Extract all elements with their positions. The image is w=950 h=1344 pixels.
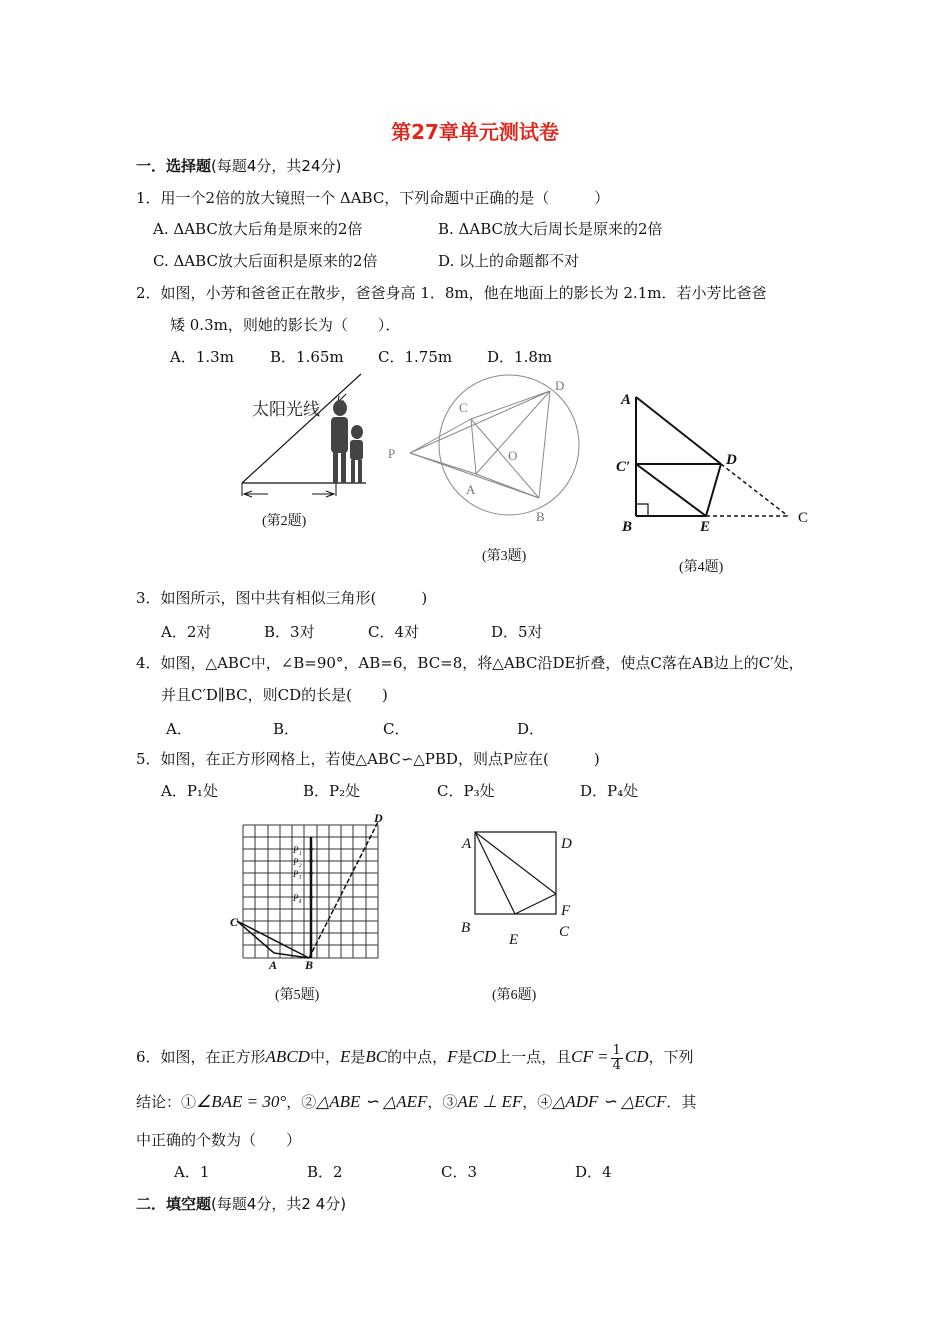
section-2-label: 二．填空题 <box>136 1195 212 1213</box>
q3-option-b: B．3对 <box>264 623 315 641</box>
q3-stem: 3．如图所示，图中共有相似三角形( ) <box>136 589 428 607</box>
q6-text-c: 是 <box>350 1048 366 1066</box>
fig4-point-c: C <box>798 510 809 526</box>
q2-option-d: D．1.8m <box>487 348 553 366</box>
fig5-point-d: D <box>374 811 383 825</box>
q6-conclusion-3: AE ⊥ EF <box>457 1092 523 1111</box>
fig4-caption: (第4题) <box>679 560 724 575</box>
q6-l2-a: 结论：① <box>136 1093 197 1111</box>
fig6-caption: (第6题) <box>492 988 537 1003</box>
q6-l2-b: ，② <box>286 1093 317 1111</box>
section-1-label: 一．选择题 <box>136 157 212 175</box>
q6-fraction <box>611 1044 623 1073</box>
fig3-point-c: C <box>459 400 468 415</box>
q6-text-g: ，下列 <box>648 1048 694 1066</box>
q6-option-a: A．1 <box>174 1163 210 1181</box>
q6-frac-num: 1 <box>612 1042 621 1058</box>
fig3-point-o: O <box>508 448 518 463</box>
q2-option-a: A．1.3m <box>170 348 234 366</box>
section-1-heading <box>136 155 341 176</box>
section-2-heading <box>136 1193 346 1214</box>
fig4-point-d: D <box>726 452 737 468</box>
q5-option-a: A．P₁处 <box>161 782 218 800</box>
fig6-point-f: F <box>561 903 571 919</box>
q4-option-b: B． <box>273 720 300 738</box>
q3-option-a: A．2对 <box>161 623 212 641</box>
fig5-point-b: B <box>305 958 314 972</box>
fig6-point-c: C <box>559 924 570 940</box>
q1-option-c: C. ΔABC放大后面积是原来的2倍 <box>153 252 378 270</box>
figure-2 <box>242 374 366 529</box>
q5-stem: 5．如图，在正方形网格上，若使△ABC∽△PBD，则点P应在( ) <box>136 750 600 768</box>
q6-f: F <box>447 1047 458 1066</box>
fig4-point-e: E <box>700 519 711 535</box>
q6-bc: BC <box>365 1047 388 1066</box>
q6-stem-line1 <box>136 1040 694 1074</box>
q6-cd2: CD <box>624 1047 649 1066</box>
fig3-point-d: D <box>555 378 565 393</box>
q6-option-d: D．4 <box>575 1163 612 1181</box>
q4-option-d: D． <box>517 720 545 738</box>
figure-3 <box>410 375 579 515</box>
fig5-caption: (第5题) <box>275 988 320 1003</box>
fig5-point-p3: P₃ <box>293 869 302 879</box>
q6-conclusion-4: △ADF ∽ △ECF <box>552 1092 667 1111</box>
figures-row-1 <box>230 372 850 582</box>
q4-option-a: A． <box>166 720 192 738</box>
figure-4 <box>636 397 788 516</box>
fig5-point-p2: P₂ <box>293 857 302 867</box>
q6-abcd: ABCD <box>265 1047 310 1066</box>
q5-option-c: C．P₃处 <box>437 782 495 800</box>
q6-option-c: C．3 <box>441 1163 478 1181</box>
figure-5 <box>230 811 383 1003</box>
daughter-figure <box>350 425 363 483</box>
q1-stem: 1．用一个2倍的放大镜照一个 ΔABC，下列命题中正确的是（ ） <box>136 189 610 207</box>
q3-option-c: C．4对 <box>368 623 420 641</box>
q6-l2-c: ，③ <box>427 1093 458 1111</box>
q1-option-a: A. ΔABC放大后角是原来的2倍 <box>153 220 363 238</box>
q2-option-b: B．1.65m <box>270 348 344 366</box>
q2-stem-line1: 2．如图，小芳和爸爸正在散步，爸爸身高 1．8m，他在地面上的影长为 2.1m．若小芳比爸爸 <box>136 284 767 302</box>
fig5-point-a: A <box>269 958 278 972</box>
fig2-caption: (第2题) <box>262 514 307 529</box>
page-title: 第27章单元测试卷 <box>391 120 559 144</box>
q6-l2-e: ．其 <box>666 1093 697 1111</box>
q4-stem-line1: 4．如图，△ABC中，∠B=90°，AB=6，BC=8，将△ABC沿DE折叠，使点C落在AB边上的C′处， <box>136 654 804 672</box>
fig6-point-e: E <box>509 932 519 948</box>
fig6-point-b: B <box>461 920 471 936</box>
q6-conclusion-2: △ABE ∽ △AEF <box>316 1092 428 1111</box>
q6-text-d: 的中点， <box>387 1048 448 1066</box>
figures-row-2 <box>225 808 605 1008</box>
q4-option-c: C． <box>383 720 410 738</box>
father-figure <box>331 400 348 483</box>
q2-option-c: C．1.75m <box>378 348 453 366</box>
q6-cd: CD <box>472 1047 497 1066</box>
section-1-note: (每题4分，共24分) <box>211 157 342 175</box>
fig3-circle <box>439 375 579 515</box>
q6-conclusion-1: ∠BAE = 30° <box>196 1092 287 1111</box>
fig6-point-a: A <box>462 836 472 852</box>
fig5-point-c: C <box>230 915 239 929</box>
q6-l2-d: ，④ <box>522 1093 553 1111</box>
fig5-point-p4: P₄ <box>293 893 302 903</box>
q6-frac-den: 4 <box>612 1057 621 1073</box>
fig3-point-a: A <box>466 482 476 497</box>
q6-stem-line2 <box>136 1089 696 1115</box>
fig6-square <box>475 832 556 914</box>
figure-6 <box>475 832 556 914</box>
fig4-point-b: B <box>622 519 633 535</box>
q6-option-b: B．2 <box>307 1163 343 1181</box>
fig5-point-p1: P₁ <box>293 845 302 855</box>
q6-text-e: 是 <box>457 1048 473 1066</box>
sun-ray-label: 太阳光线 <box>252 400 320 419</box>
q6-stem-line3: 中正确的个数为（ ） <box>136 1131 302 1149</box>
q6-cf: CF = <box>571 1047 609 1066</box>
fig4-point-c-prime: C′ <box>616 459 631 475</box>
q3-option-d: D．5对 <box>491 623 543 641</box>
fig4-point-a: A <box>621 392 632 408</box>
q6-text-f: 上一点，且 <box>496 1048 572 1066</box>
q2-stem-line2: 矮 0.3m，则她的影长为（ ）． <box>170 316 401 334</box>
q6-text-b: 中， <box>309 1048 340 1066</box>
q4-stem-line2: 并且C′D∥BC，则CD的长是( ) <box>161 686 388 704</box>
q5-option-b: B．P₂处 <box>303 782 361 800</box>
q6-text-a: 6．如图，在正方形 <box>136 1048 266 1066</box>
q1-option-b: B. ΔABC放大后周长是原来的2倍 <box>438 220 663 238</box>
fig3-point-p: P <box>388 446 396 461</box>
q6-e: E <box>339 1047 351 1066</box>
section-2-note: (每题4分，共2 4分) <box>211 1195 347 1213</box>
fig3-point-b: B <box>536 509 545 524</box>
q5-option-d: D．P₄处 <box>580 782 639 800</box>
fig6-point-d: D <box>561 836 572 852</box>
q1-option-d: D. 以上的命题都不对 <box>438 252 580 270</box>
fig3-caption: (第3题) <box>482 549 527 564</box>
